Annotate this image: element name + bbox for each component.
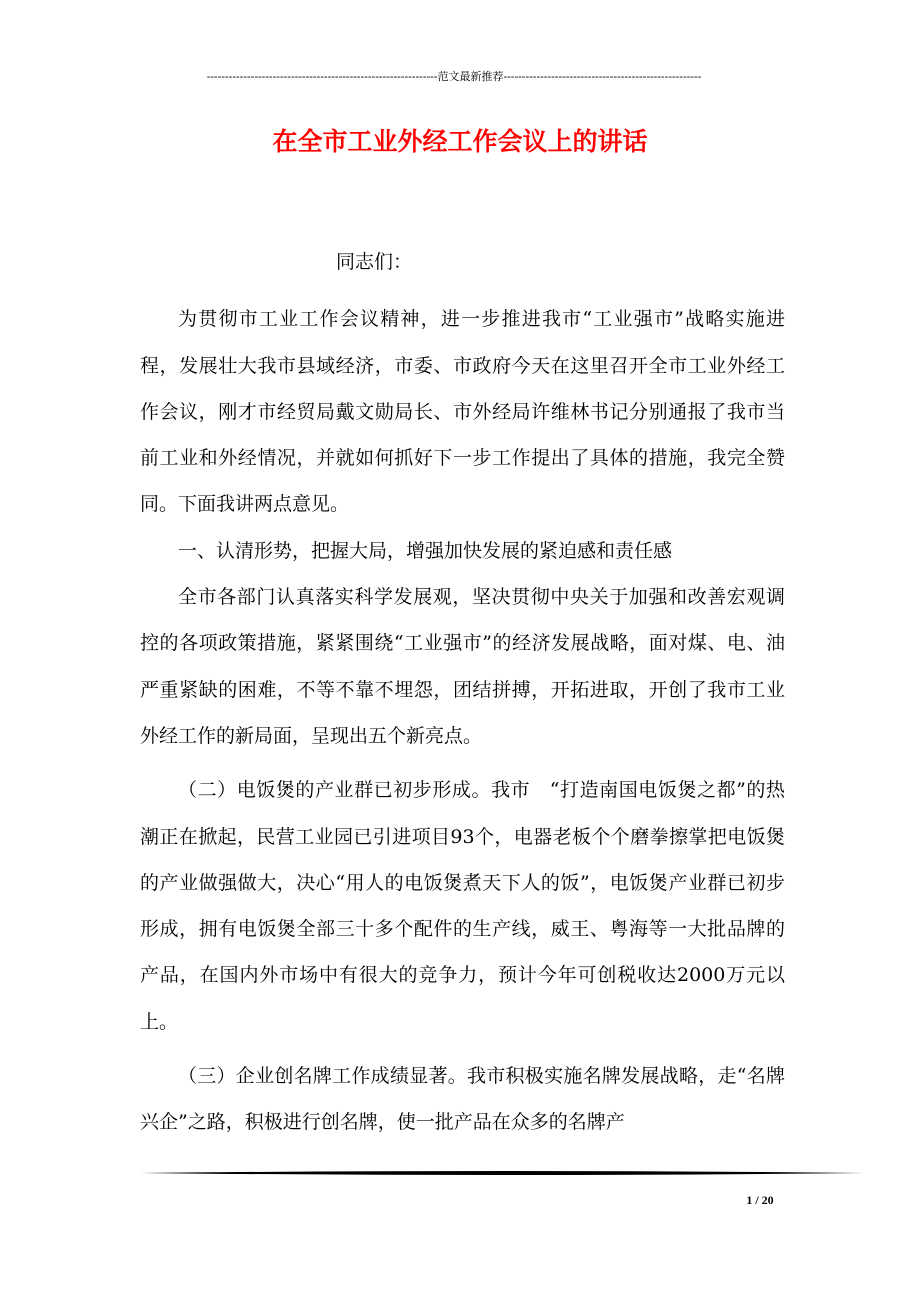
page-number: 1 / 20 xyxy=(746,1193,774,1207)
salutation: 同志们： xyxy=(336,251,413,273)
body-paragraph-rice-cooker: （二）电饭煲的产业群已初步形成。我市 “打造南国电饭煲之都”的热潮正在掀起，民营工业园已引进项目93个，电器老板个个磨拳擦掌把电饭煲的产业做强做大，决心“用人的电饭煲煮天下人的饭”，电饭煲产业群已初步形成，拥有电饭煲全部三十多个配件的生产线，威王、粤海等一大批品牌的产品，在国内外市场中有很大的竞争力，预计今年可创税收达2000万元以上。 xyxy=(140,779,785,1033)
body-paragraph-overview: 全市各部门认真落实科学发展观，坚决贯彻中央关于加强和改善宏观调控的各项政策措施，紧紧围绕“工业强市”的经济发展战略，面对煤、电、油严重紧缺的困难，不等不靠不埋怨，团结拼搏，开拓进取，开创了我市工业外经工作的新局面，呈现出五个新亮点。 xyxy=(140,586,785,747)
body-paragraph-brands: （三）企业创名牌工作成绩显著。我市积极实施名牌发展战略，走“名牌兴企”之路，积极进行创名牌，使一批产品在众多的名牌产 xyxy=(140,1065,785,1134)
section-heading-1: 一、认清形势，把握大局，增强加快发展的紧迫感和责任感 xyxy=(178,539,673,562)
footer-rule xyxy=(140,1170,864,1176)
document-title: 在全市工业外经工作会议上的讲话 xyxy=(272,127,648,156)
page-header-rule: ---------------------------------------------------------------范文最新推荐------------------------------------------------------ xyxy=(206,71,702,83)
document-body xyxy=(140,239,785,1146)
body-paragraph-intro: 为贯彻市工业工作会议精神，进一步推进我市“工业强市”战略实施进程，发展壮大我市县域经济，市委、市政府今天在这里召开全市工业外经工作会议，刚才市经贸局戴文勋局长、市外经局许维林书记分别通报了我市当前工业和外经情况，并就如何抓好下一步工作提出了具体的措施，我完全赞同。下面我讲两点意见。 xyxy=(140,308,785,516)
